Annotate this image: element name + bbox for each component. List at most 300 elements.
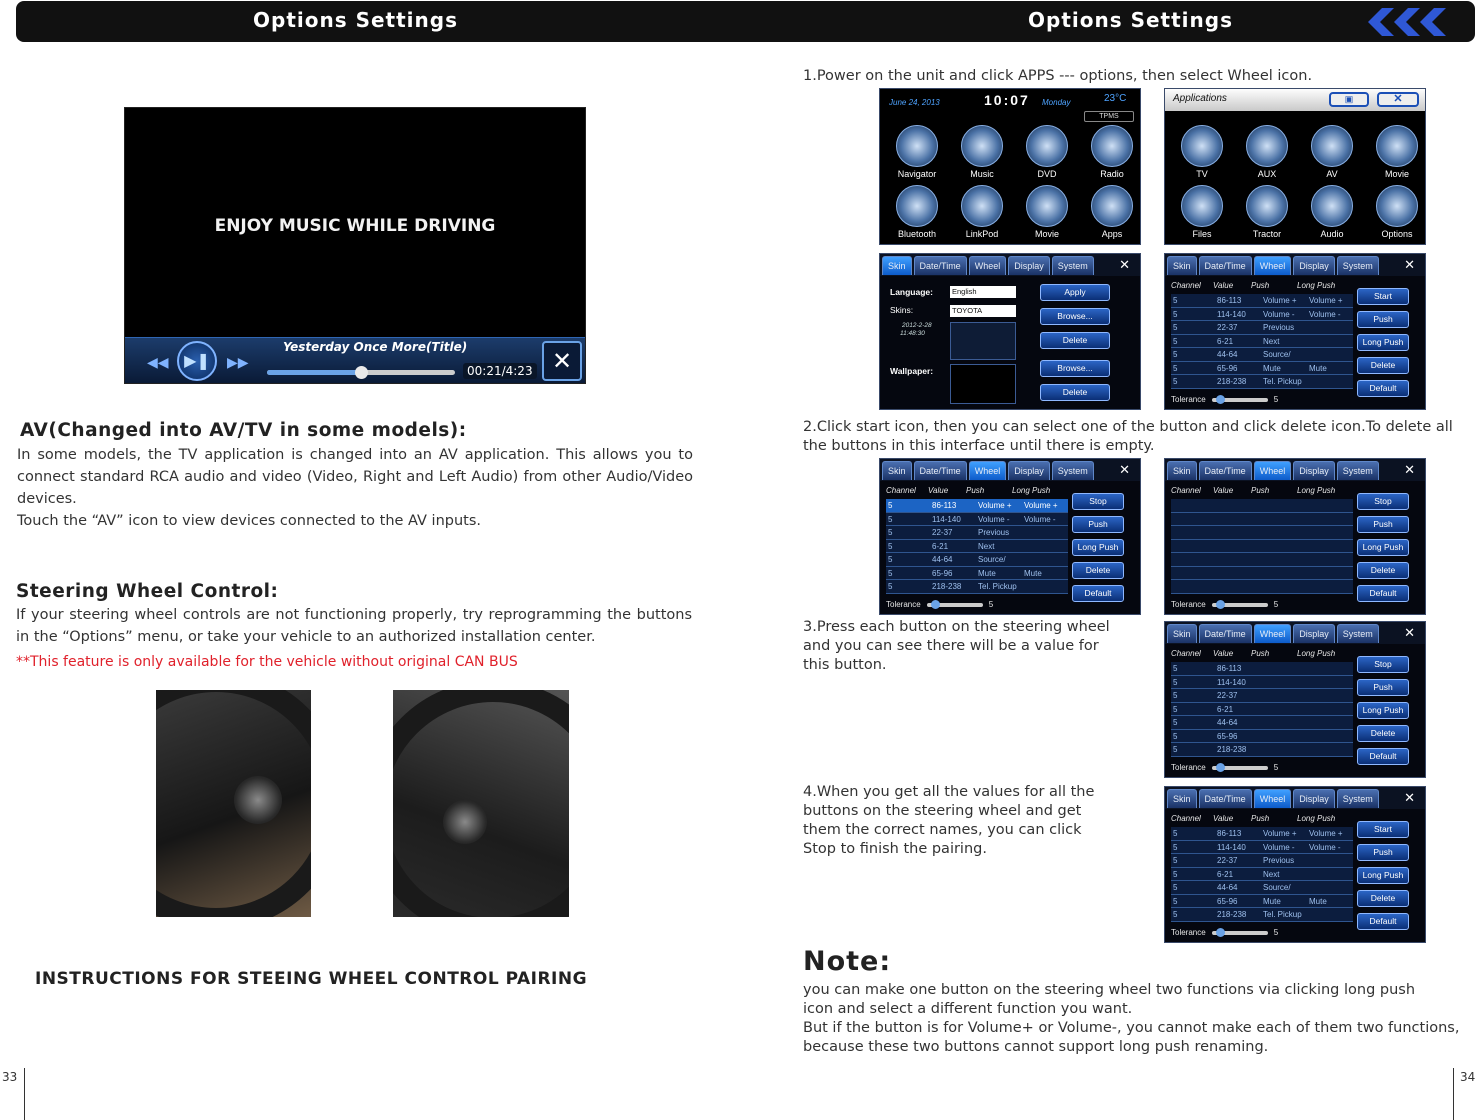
wheel-settings-screen <box>1164 621 1426 778</box>
channel-cell: 5 <box>888 541 893 551</box>
home-icon-label: Movie <box>1034 229 1059 239</box>
table-row[interactable] <box>1171 730 1353 744</box>
table-row[interactable] <box>1171 895 1353 909</box>
push-cell: Tel. Pickup <box>978 582 1017 591</box>
play-pause-icon[interactable]: ▶❚ <box>177 341 217 381</box>
table-row[interactable] <box>1171 743 1353 757</box>
table-row[interactable] <box>1171 716 1353 730</box>
apps-tv-icon[interactable] <box>1181 125 1223 167</box>
channel-cell: 5 <box>1173 691 1178 700</box>
table-row[interactable] <box>1171 868 1353 882</box>
push-cell: Source/ <box>1263 350 1291 359</box>
channel-cell: 5 <box>888 568 893 578</box>
push-button[interactable]: Push <box>1357 311 1409 328</box>
value-cell: 86-113 <box>1217 829 1242 838</box>
push-cell: Volume - <box>1263 842 1295 852</box>
push-cell: Next <box>1263 336 1280 346</box>
applications-screen <box>1164 88 1426 245</box>
push-button[interactable]: Push <box>1357 679 1409 696</box>
push-header: Push <box>966 486 985 495</box>
push-header: Push <box>1251 649 1270 658</box>
av-paragraph: In some models, the TV application is changed into an AV application. This allows you to connect standard RCA audio and video (Video, Right and Left Audio) from other Audio/Video devices. <box>17 447 693 507</box>
table-row[interactable] <box>1171 662 1353 676</box>
long-push-cell: Mute <box>1309 363 1327 373</box>
push-cell: Previous <box>978 528 1010 537</box>
home-day: Monday <box>1042 98 1071 107</box>
tab-system[interactable]: System <box>1337 461 1379 480</box>
previous-track-icon[interactable]: ◀◀ <box>147 355 169 371</box>
tab-display[interactable]: Display <box>1293 624 1335 643</box>
push-cell: Mute <box>1263 896 1281 906</box>
long-push-button[interactable]: Long Push <box>1357 334 1409 351</box>
home-icon-label: DVD <box>1037 169 1057 179</box>
table-row[interactable] <box>1171 881 1353 895</box>
home-date: June 24, 2013 <box>889 98 940 107</box>
table-row[interactable] <box>1171 553 1353 567</box>
apps-icon-label: Options <box>1381 229 1413 239</box>
preview-date: 2012-2-28 <box>902 322 932 329</box>
tab-date-time[interactable]: Date/Time <box>1199 461 1252 480</box>
push-cell: Mute <box>1263 363 1281 373</box>
delete-skin-button[interactable]: Delete <box>1040 332 1110 349</box>
tolerance-value: 5 <box>988 600 994 609</box>
close-icon[interactable]: ✕ <box>1404 790 1415 805</box>
table-row[interactable] <box>1171 513 1353 527</box>
can-bus-note: **This feature is only available for the vehicle without original CAN BUS <box>16 654 518 670</box>
tab-display[interactable]: Display <box>1008 256 1050 275</box>
home-icon-label: Bluetooth <box>897 229 937 239</box>
value-cell: 218-238 <box>1217 745 1247 754</box>
tolerance-control <box>886 600 993 609</box>
long-push-cell: Mute <box>1024 568 1042 578</box>
tab-skin[interactable]: Skin <box>1167 256 1197 275</box>
tolerance-label: Tolerance <box>886 600 921 609</box>
apps-tractor-icon[interactable] <box>1246 185 1288 227</box>
tab-wheel[interactable]: Wheel <box>1254 256 1292 275</box>
tab-date-time[interactable]: Date/Time <box>1199 624 1252 643</box>
apps-aux-icon[interactable] <box>1246 125 1288 167</box>
settings-tabs <box>1165 787 1425 809</box>
channel-cell: 5 <box>1173 323 1178 332</box>
push-header: Push <box>1251 814 1270 823</box>
delete-button[interactable]: Delete <box>1357 357 1409 374</box>
close-icon[interactable]: ✕ <box>1119 257 1130 272</box>
table-row[interactable] <box>886 567 1068 581</box>
home-icon-label: Navigator <box>897 169 937 179</box>
wheel-settings-screen <box>1164 253 1426 410</box>
start-button[interactable]: Start <box>1357 288 1409 305</box>
tab-wheel[interactable]: Wheel <box>969 461 1007 480</box>
table-row[interactable] <box>886 499 1068 513</box>
channel-header: Channel <box>1171 814 1201 823</box>
settings-tabs <box>880 459 1140 481</box>
triple-chevron-left-icon <box>1368 8 1448 36</box>
close-icon[interactable]: ✕ <box>1404 625 1415 640</box>
table-row[interactable] <box>1171 335 1353 349</box>
push-cell: Mute <box>978 568 996 578</box>
start-button[interactable]: Start <box>1357 821 1409 838</box>
channel-header: Channel <box>1171 281 1201 290</box>
value-header: Value <box>1213 486 1234 495</box>
page-number-left: 33 <box>2 1070 18 1084</box>
tab-date-time[interactable]: Date/Time <box>914 461 967 480</box>
tab-date-time[interactable]: Date/Time <box>914 256 967 275</box>
channel-cell: 5 <box>1173 745 1178 754</box>
settings-tabs <box>1165 622 1425 644</box>
push-button[interactable]: Push <box>1357 844 1409 861</box>
long-push-header: Long Push <box>1297 814 1336 823</box>
skins-select[interactable]: TOYOTA <box>950 305 1016 317</box>
table-row[interactable] <box>1171 526 1353 540</box>
tab-system[interactable]: System <box>1052 461 1094 480</box>
close-icon[interactable]: ✕ <box>1404 257 1415 272</box>
wheel-settings-screen <box>879 458 1141 615</box>
close-icon[interactable]: ✕ <box>542 341 582 381</box>
delete-button[interactable]: Delete <box>1357 562 1409 579</box>
step-4-text: 4.When you get all the values for all the buttons on the steering wheel and get them the correct names, you can click Stop to finish the pairing. <box>803 784 1095 857</box>
tolerance-control <box>1171 600 1278 609</box>
value-cell: 114-140 <box>1217 842 1246 852</box>
language-label: Language: <box>890 287 933 297</box>
applications-title: Applications <box>1173 93 1227 104</box>
table-row[interactable] <box>1171 827 1353 841</box>
channel-cell: 5 <box>1173 718 1178 727</box>
wheel-table <box>886 499 1068 594</box>
channel-cell: 5 <box>1173 829 1178 838</box>
stop-button[interactable]: Stop <box>1072 493 1124 510</box>
channel-cell: 5 <box>1173 842 1178 852</box>
tolerance-control <box>1171 763 1278 772</box>
table-row[interactable] <box>1171 362 1353 376</box>
tab-date-time[interactable]: Date/Time <box>1199 789 1252 808</box>
long-push-button[interactable]: Long Push <box>1357 867 1409 884</box>
table-row[interactable] <box>886 580 1068 594</box>
home-icon-label: Radio <box>1100 169 1124 179</box>
value-cell: 65-96 <box>932 568 953 578</box>
value-cell: 65-96 <box>1217 896 1238 906</box>
default-button[interactable]: Default <box>1357 585 1409 602</box>
table-row[interactable] <box>1171 908 1353 922</box>
value-cell: 22-37 <box>1217 323 1238 332</box>
table-row[interactable] <box>886 526 1068 540</box>
push-cell: Volume - <box>978 514 1010 524</box>
home-icon-label: Apps <box>1101 229 1123 239</box>
table-row[interactable] <box>886 553 1068 567</box>
channel-cell: 5 <box>1173 856 1178 865</box>
wheel-table <box>1171 294 1353 389</box>
page-number-right: 34 <box>1460 1070 1476 1084</box>
tolerance-slider[interactable] <box>1212 931 1268 935</box>
note-heading: Note: <box>803 946 892 977</box>
settings-tabs <box>1165 254 1425 276</box>
push-cell: Volume + <box>978 501 1012 510</box>
divider <box>24 1068 25 1120</box>
long-push-header: Long Push <box>1297 281 1336 290</box>
delete-button[interactable]: Delete <box>1357 890 1409 907</box>
table-row[interactable] <box>1171 321 1353 335</box>
wheel-table-header <box>1171 649 1335 658</box>
tolerance-control <box>1171 395 1278 404</box>
table-row[interactable] <box>1171 540 1353 554</box>
wheel-table <box>1171 499 1353 594</box>
value-cell: 44-64 <box>1217 718 1238 727</box>
value-cell: 6-21 <box>932 541 949 551</box>
tolerance-slider[interactable] <box>1212 603 1268 607</box>
table-row[interactable] <box>1171 294 1353 308</box>
table-row[interactable] <box>1171 854 1353 868</box>
tab-system[interactable]: System <box>1052 256 1094 275</box>
table-row[interactable] <box>886 513 1068 527</box>
wheel-table-header <box>1171 281 1335 290</box>
push-button[interactable]: Push <box>1357 516 1409 533</box>
tolerance-label: Tolerance <box>1171 928 1206 937</box>
home-bluetooth-icon[interactable] <box>896 185 938 227</box>
tab-skin[interactable]: Skin <box>1167 461 1197 480</box>
push-cell: Volume - <box>1263 309 1295 319</box>
channel-cell: 5 <box>1173 350 1178 359</box>
channel-cell: 5 <box>1173 677 1178 687</box>
tolerance-slider[interactable] <box>1212 398 1268 402</box>
settings-tabs <box>1165 459 1425 481</box>
wheel-settings-screen <box>1164 458 1426 615</box>
channel-cell: 5 <box>1173 869 1178 879</box>
progress-knob[interactable] <box>355 366 368 379</box>
tab-wheel[interactable]: Wheel <box>969 256 1007 275</box>
stop-button[interactable]: Stop <box>1357 493 1409 510</box>
header-bar <box>16 1 1475 42</box>
apps-movie-icon[interactable] <box>1376 125 1418 167</box>
skin-preview <box>950 322 1016 360</box>
channel-cell: 5 <box>1173 731 1178 741</box>
apply-button[interactable]: Apply <box>1040 284 1110 301</box>
long-push-header: Long Push <box>1297 649 1336 658</box>
value-cell: 6-21 <box>1217 704 1234 714</box>
channel-cell: 5 <box>1173 910 1178 919</box>
value-cell: 22-37 <box>1217 691 1238 700</box>
long-push-cell: Volume + <box>1309 296 1343 305</box>
table-row[interactable] <box>1171 308 1353 322</box>
apps-icon-label: AV <box>1326 169 1338 179</box>
tolerance-value: 5 <box>1273 395 1279 404</box>
steering-wheel-photo-1 <box>156 690 311 917</box>
wheel-table <box>1171 662 1353 757</box>
table-row[interactable] <box>886 540 1068 554</box>
player-message: ENJOY MUSIC WHILE DRIVING <box>214 216 496 236</box>
channel-cell: 5 <box>1173 704 1178 714</box>
channel-header: Channel <box>1171 649 1201 658</box>
channel-cell: 5 <box>888 582 893 591</box>
tolerance-slider[interactable] <box>927 603 983 607</box>
table-row[interactable] <box>1171 567 1353 581</box>
table-row[interactable] <box>1171 841 1353 855</box>
value-cell: 6-21 <box>1217 869 1234 879</box>
next-track-icon[interactable]: ▶▶ <box>227 355 249 371</box>
value-cell: 22-37 <box>932 528 953 537</box>
long-push-button[interactable]: Long Push <box>1357 702 1409 719</box>
value-cell: 218-238 <box>1217 377 1247 386</box>
tab-skin[interactable]: Skin <box>882 461 912 480</box>
tab-date-time[interactable]: Date/Time <box>1199 256 1252 275</box>
tab-wheel[interactable]: Wheel <box>1254 461 1292 480</box>
channel-cell: 5 <box>1173 664 1178 673</box>
channel-cell: 5 <box>888 501 893 510</box>
value-cell: 44-64 <box>1217 883 1238 892</box>
long-push-cell: Mute <box>1309 896 1327 906</box>
apps-audio-icon[interactable] <box>1311 185 1353 227</box>
tab-display[interactable]: Display <box>1293 461 1335 480</box>
track-time: 00:21/4:23 <box>463 363 537 379</box>
default-button[interactable]: Default <box>1357 380 1409 397</box>
home-music-icon[interactable] <box>961 125 1003 167</box>
tab-skin[interactable]: Skin <box>1167 624 1197 643</box>
browse-wallpaper-button[interactable]: Browse... <box>1040 360 1110 377</box>
close-icon[interactable]: ✕ <box>1119 462 1130 477</box>
apps-files-icon[interactable] <box>1181 185 1223 227</box>
long-push-header: Long Push <box>1012 486 1051 495</box>
wheel-settings-screen <box>1164 786 1426 943</box>
push-cell: Volume + <box>1263 296 1297 305</box>
value-cell: 86-113 <box>1217 664 1242 673</box>
tab-display[interactable]: Display <box>1293 256 1335 275</box>
home-linkpod-icon[interactable] <box>961 185 1003 227</box>
tab-display[interactable]: Display <box>1293 789 1335 808</box>
delete-button[interactable]: Delete <box>1357 725 1409 742</box>
long-push-cell: Volume - <box>1024 514 1056 524</box>
home-radio-icon[interactable] <box>1091 125 1133 167</box>
tolerance-value: 5 <box>1273 600 1279 609</box>
tolerance-label: Tolerance <box>1171 600 1206 609</box>
home-screen <box>879 88 1141 245</box>
table-row[interactable] <box>1171 676 1353 690</box>
browse-skin-button[interactable]: Browse... <box>1040 308 1110 325</box>
channel-cell: 5 <box>1173 336 1178 346</box>
push-cell: Source/ <box>1263 883 1291 892</box>
wallpaper-preview <box>950 364 1016 404</box>
home-navigator-icon[interactable] <box>896 125 938 167</box>
steering-wheel-heading: Steering Wheel Control: <box>16 581 279 602</box>
default-button[interactable]: Default <box>1357 748 1409 765</box>
tolerance-control <box>1171 928 1278 937</box>
language-select[interactable]: English <box>950 286 1016 298</box>
steering-wheel-photo-2 <box>393 690 569 917</box>
default-button[interactable]: Default <box>1072 585 1124 602</box>
wheel-table-header <box>886 486 1050 495</box>
skin-settings-screen <box>879 253 1141 410</box>
wheel-table-header <box>1171 486 1335 495</box>
default-button[interactable]: Default <box>1357 913 1409 930</box>
apps-icon-label: AUX <box>1257 169 1277 179</box>
push-button[interactable]: Push <box>1072 516 1124 533</box>
value-header: Value <box>928 486 949 495</box>
close-icon[interactable]: ✕ <box>1404 462 1415 477</box>
long-push-header: Long Push <box>1297 486 1336 495</box>
channel-cell: 5 <box>1173 296 1178 305</box>
preview-time: 11:48:30 <box>900 330 925 337</box>
song-title: Yesterday Once More(Title) <box>283 340 468 354</box>
value-cell: 86-113 <box>1217 296 1242 305</box>
tab-display[interactable]: Display <box>1008 461 1050 480</box>
tab-system[interactable]: System <box>1337 256 1379 275</box>
tab-system[interactable]: System <box>1337 624 1379 643</box>
tab-skin[interactable]: Skin <box>882 256 912 275</box>
value-cell: 114-140 <box>1217 309 1246 319</box>
long-push-button[interactable]: Long Push <box>1357 539 1409 556</box>
tolerance-label: Tolerance <box>1171 395 1206 404</box>
window-icon[interactable]: ▣ <box>1329 92 1369 107</box>
table-row[interactable] <box>1171 689 1353 703</box>
tolerance-value: 5 <box>1273 763 1279 772</box>
tab-skin[interactable]: Skin <box>1167 789 1197 808</box>
value-cell: 65-96 <box>1217 363 1238 373</box>
table-row[interactable] <box>1171 348 1353 362</box>
home-time: 10:07 <box>984 92 1030 108</box>
tpms-button[interactable]: TPMS <box>1084 111 1134 122</box>
apps-av-icon[interactable] <box>1311 125 1353 167</box>
wheel-table <box>1171 827 1353 922</box>
table-row[interactable] <box>1171 580 1353 594</box>
table-row[interactable] <box>1171 703 1353 717</box>
push-cell: Tel. Pickup <box>1263 377 1302 386</box>
push-cell: Tel. Pickup <box>1263 910 1302 919</box>
delete-button[interactable]: Delete <box>1072 562 1124 579</box>
long-push-cell: Volume + <box>1309 829 1343 838</box>
home-apps-icon[interactable] <box>1091 185 1133 227</box>
value-cell: 22-37 <box>1217 856 1238 865</box>
push-cell: Previous <box>1263 856 1295 865</box>
apps-icon-label: Audio <box>1320 229 1344 239</box>
push-header: Push <box>1251 486 1270 495</box>
tab-wheel[interactable]: Wheel <box>1254 789 1292 808</box>
channel-cell: 5 <box>1173 883 1178 892</box>
value-header: Value <box>1213 281 1234 290</box>
value-header: Value <box>1213 649 1234 658</box>
table-row[interactable] <box>1171 375 1353 389</box>
push-cell: Source/ <box>978 555 1006 564</box>
note-paragraph-1: you can make one button on the steering wheel two functions via clicking long push icon and select a different function you want. <box>803 982 1416 1017</box>
value-cell: 6-21 <box>1217 336 1234 346</box>
value-cell: 218-238 <box>1217 910 1247 919</box>
channel-cell: 5 <box>1173 377 1178 386</box>
tab-wheel[interactable]: Wheel <box>1254 624 1292 643</box>
music-player-screenshot <box>124 107 586 384</box>
channel-cell: 5 <box>1173 309 1178 319</box>
delete-wallpaper-button[interactable]: Delete <box>1040 384 1110 401</box>
push-cell: Next <box>978 541 995 551</box>
wheel-table-header <box>1171 814 1335 823</box>
home-movie-icon[interactable] <box>1026 185 1068 227</box>
value-cell: 114-140 <box>932 514 961 524</box>
note-paragraph-2: But if the button is for Volume+ or Volume-, you cannot make each of them two functions, because these two buttons cannot support long push renaming. <box>803 1020 1460 1055</box>
close-icon[interactable]: ✕ <box>1377 92 1419 107</box>
home-temp: 23°C <box>1104 93 1127 104</box>
step-1-text: 1.Power on the unit and click APPS --- options, then select Wheel icon. <box>803 68 1313 84</box>
table-row[interactable] <box>1171 499 1353 513</box>
tab-system[interactable]: System <box>1337 789 1379 808</box>
long-push-button[interactable]: Long Push <box>1072 539 1124 556</box>
stop-button[interactable]: Stop <box>1357 656 1409 673</box>
push-cell: Volume + <box>1263 829 1297 838</box>
skins-label: Skins: <box>890 305 914 315</box>
tolerance-slider[interactable] <box>1212 766 1268 770</box>
tolerance-value: 5 <box>1273 928 1279 937</box>
channel-header: Channel <box>1171 486 1201 495</box>
divider <box>1453 1068 1454 1120</box>
value-cell: 44-64 <box>932 555 953 564</box>
home-dvd-icon[interactable] <box>1026 125 1068 167</box>
apps-icon-label: TV <box>1196 169 1208 179</box>
wallpaper-label: Wallpaper: <box>890 366 934 376</box>
apps-options-icon[interactable] <box>1376 185 1418 227</box>
